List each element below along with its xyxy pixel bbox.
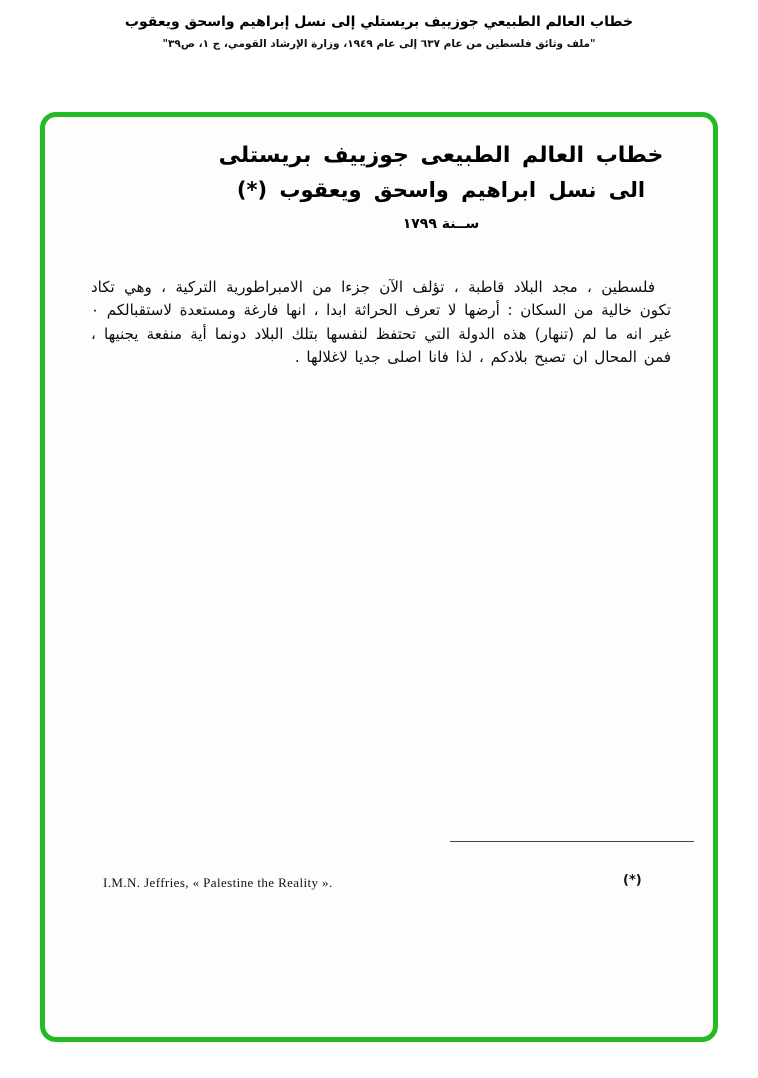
document-page — [40, 112, 718, 1042]
document-title-year: ســنة ١٧٩٩ — [402, 216, 480, 232]
footnote-asterisk-marker: (*) — [623, 873, 642, 888]
page-header — [0, 0, 758, 50]
header-title: خطاب العالم الطبيعي جوزييف بريستلي إلى نسل إبراهيم واسحق ويعقوب — [124, 14, 634, 30]
footnote-divider — [450, 841, 694, 842]
document-title-block — [206, 143, 676, 232]
document-title-line1: خطاب العالم الطبيعى جوزييف بريستلى — [218, 143, 664, 168]
document-paragraph: فلسطين ، مجد البلاد قاطبة ، تؤلف الآن جزءا من الامبراطورية التركية ، وهي تكاد تكون خالية من السكان : أرضها لا تعرف الحراثة ابدا ، انها فارغة ومستعدة لاستقبالكم ٠ غير انه ما لم (تنهار) هذه الدولة التي تحتفظ لنفسها بتلك البلاد دونما أية منفعة يجنيها ، فمن المحال ان تصبح بلادكم ، لذا فانا اصلى جديا لاغلالها . — [91, 278, 671, 366]
document-title-line2: الى نسل ابراهيم واسحق ويعقوب (*) — [236, 178, 646, 202]
header-citation: "ملف وثائق فلسطين من عام ٦٣٧ إلى عام ١٩٤٩، وزارة الإرشاد القومي، ج ١، ص٣٩" — [162, 38, 596, 50]
footnote-citation: I.M.N. Jeffries, « Palestine the Reality ». — [103, 875, 333, 890]
